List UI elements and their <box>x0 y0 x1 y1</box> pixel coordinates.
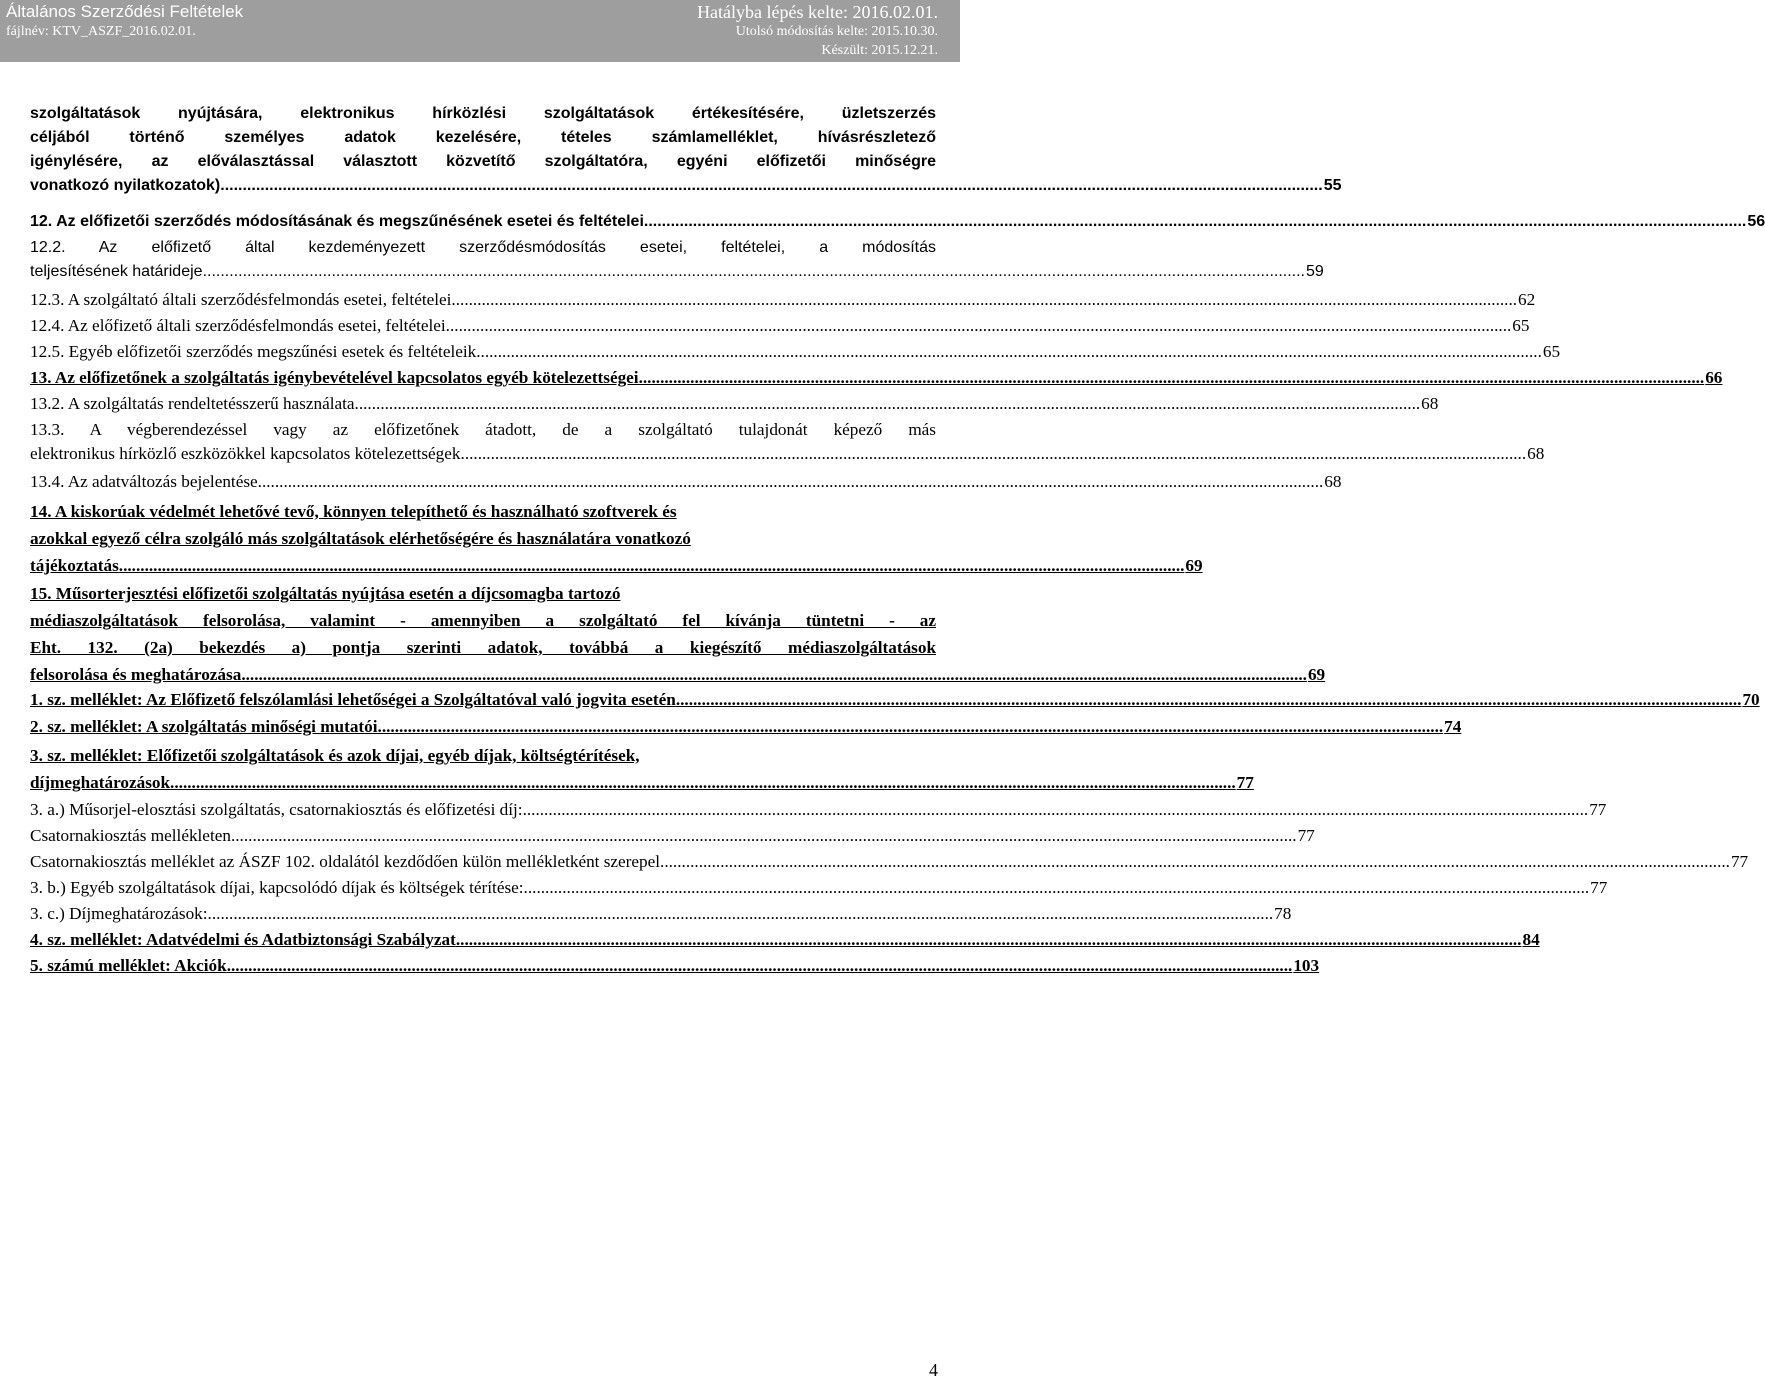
toc-entry-title: Csatornakiosztás mellékleten <box>30 826 231 845</box>
toc-entry-title: 12.4. Az előfizető általi szerződésfelmondás esetei, feltételei <box>30 316 446 335</box>
toc-page-number: 78 <box>1274 904 1292 923</box>
toc-page-number: 55 <box>1323 177 1342 194</box>
toc-entry[interactable] <box>30 824 1315 848</box>
toc-page-number: 56 <box>1747 213 1765 230</box>
toc-entry[interactable] <box>30 288 1536 312</box>
toc-entry-title: 13. Az előfizetőnek a szolgáltatás igénybevételével kapcsolatos egyéb kötelezettségei <box>30 368 639 387</box>
leader-dots <box>456 928 1522 952</box>
toc-page-number: 103 <box>1293 956 1320 975</box>
leader-dots <box>258 470 1324 494</box>
leader-dots <box>664 850 1730 874</box>
toc-entry[interactable] <box>30 366 1723 390</box>
toc-entry-title: 2. sz. melléklet: A szolgáltatás minőségi mutatói <box>30 717 378 736</box>
toc-entry-title: felsorolása és meghatározása <box>30 665 242 684</box>
toc-entry-title: 3. c.) Díjmeghatározások: <box>30 904 208 923</box>
document-header <box>0 0 960 62</box>
toc-page-number: 65 <box>1542 342 1561 361</box>
toc-page-number: 74 <box>1444 717 1462 736</box>
leader-dots <box>446 314 1512 338</box>
leader-dots <box>355 392 1421 416</box>
toc-entry[interactable] <box>30 340 1561 364</box>
toc-line: 14. A kiskorúak védelmét lehetővé tevő, könnyen telepíthető és használható szoftverek és <box>30 502 677 521</box>
toc-entry-title: 3. a.) Műsorjel-elosztási szolgáltatás, csatornakiosztás és előfizetési díj: <box>30 800 523 819</box>
leader-dots <box>227 954 1293 978</box>
effective-date: Hatályba lépés kelte: 2016.02.01. <box>697 2 938 22</box>
leader-dots <box>231 824 1297 848</box>
leader-dots <box>119 552 1185 579</box>
toc-entry-title: tájékoztatás <box>30 556 119 575</box>
leader-dots <box>378 715 1444 739</box>
toc-entry-title: 12.5. Egyéb előfizetői szerződés megszűnési esetek és feltételeik <box>30 342 477 361</box>
toc-entry[interactable] <box>30 580 1326 688</box>
toc-entry-title: 13.4. Az adatváltozás bejelentése <box>30 472 258 491</box>
toc-page-number: 68 <box>1324 472 1342 491</box>
toc-line: 13.3. A végberendezéssel vagy az előfizetőnek átadott, de a szolgáltató tulajdonát képező más <box>30 420 936 439</box>
toc-page-number: 66 <box>1705 368 1723 387</box>
toc-entry-title: 12. Az előfizetői szerződés módosításának és megszűnésének esetei és feltételei <box>30 213 644 230</box>
toc-entry[interactable] <box>30 742 1254 796</box>
toc-entry[interactable] <box>30 902 1292 926</box>
file-name: fájlnév: KTV_ASZF_2016.02.01. <box>6 24 196 39</box>
leader-dots <box>644 210 1746 234</box>
toc-page-number: 59 <box>1306 263 1324 280</box>
toc-line: médiaszolgáltatások felsorolása, valamint - amennyiben a szolgáltató fel kívánja tüntetni - az <box>30 611 936 630</box>
toc-line: céljából történő személyes adatok kezelésére, tételes számlamelléklet, hívásrészletező <box>30 129 936 146</box>
toc-entry[interactable] <box>30 954 1320 978</box>
toc-entry-title: elektronikus hírközlő eszközökkel kapcsolatos kötelezettségek <box>30 444 461 463</box>
toc-page-number: 77 <box>1236 773 1254 792</box>
toc-entry[interactable] <box>30 418 1545 466</box>
toc-line: azokkal egyező célra szolgáló más szolgáltatások elérhetőségére és használatára vonatkozó <box>30 529 691 548</box>
toc-line: igénylésére, az előválasztással választott közvetítő szolgáltatóra, egyéni előfizetői minőségre <box>30 153 936 170</box>
toc-entry[interactable] <box>30 876 1608 900</box>
leader-dots <box>170 769 1236 796</box>
leader-dots <box>220 174 1322 198</box>
toc-entry[interactable] <box>30 928 1540 952</box>
leader-dots <box>203 260 1305 284</box>
toc-page-number: 77 <box>1589 800 1607 819</box>
toc-entry[interactable] <box>30 210 1765 234</box>
toc-entry[interactable] <box>30 314 1530 338</box>
toc-entry-title: díjmeghatározások <box>30 773 171 792</box>
leader-dots <box>524 876 1590 900</box>
toc-line: 12.2. Az előfizető által kezdeményezett szerződésmódosítás esetei, feltételei, a módosítás <box>30 239 936 256</box>
toc-page-number: 69 <box>1307 665 1326 684</box>
toc-page-number: 69 <box>1185 556 1203 575</box>
toc-page-number: 77 <box>1730 852 1749 871</box>
toc-entry[interactable] <box>30 102 1342 198</box>
toc-entry-title: 5. számú melléklet: Akciók <box>30 956 227 975</box>
toc-page-number: 70 <box>1742 690 1760 709</box>
toc-line: 15. Műsorterjesztési előfizetői szolgáltatás nyújtása esetén a díjcsomagba tartozó <box>30 584 621 603</box>
toc-page-number: 65 <box>1512 316 1530 335</box>
toc-entry[interactable] <box>30 470 1342 494</box>
leader-dots <box>461 442 1527 466</box>
toc-page-number: 84 <box>1522 930 1540 949</box>
made-date: Készült: 2015.12.21. <box>821 43 938 58</box>
leader-dots <box>523 798 1589 822</box>
leader-dots <box>476 340 1542 364</box>
toc-page-number: 68 <box>1421 394 1439 413</box>
toc-entry[interactable] <box>30 715 1462 739</box>
document-title: Általános Szerződési Feltételek <box>6 2 244 21</box>
toc-entry[interactable] <box>30 688 1760 712</box>
toc-entry-title: teljesítésének határideje <box>30 263 203 280</box>
toc-page-number: 62 <box>1518 290 1536 309</box>
toc-entry[interactable] <box>30 498 1203 579</box>
modified-date: Utolsó módosítás kelte: 2015.10.30. <box>735 24 938 39</box>
toc-page-number: 77 <box>1297 826 1315 845</box>
toc-line: Eht. 132. (2a) bekezdés a) pontja szerinti adatok, továbbá a kiegészítő médiaszolgáltatások <box>30 638 936 657</box>
toc-entry[interactable] <box>30 236 1324 284</box>
toc-page-number: 68 <box>1527 444 1545 463</box>
toc-entry-title: 12.3. A szolgáltató általi szerződésfelmondás esetei, feltételei <box>30 290 452 309</box>
toc-entry-title: 4. sz. melléklet: Adatvédelmi és Adatbiztonsági Szabályzat <box>30 930 456 949</box>
leader-dots <box>451 288 1517 312</box>
toc-page-number: 77 <box>1590 878 1608 897</box>
leader-dots <box>241 661 1307 688</box>
toc-entry[interactable] <box>30 850 1749 874</box>
toc-entry-title: 3. b.) Egyéb szolgáltatások díjai, kapcsolódó díjak és költségek térítése: <box>30 878 524 897</box>
toc-entry-title: vonatkozó nyilatkozatok) <box>30 177 221 194</box>
page-number: 4 <box>929 1360 938 1380</box>
leader-dots <box>208 902 1274 926</box>
toc-entry[interactable] <box>30 392 1439 416</box>
toc-entry-title: 13.2. A szolgáltatás rendeltetésszerű használata <box>30 394 355 413</box>
toc-entry[interactable] <box>30 798 1607 822</box>
toc-line: szolgáltatások nyújtására, elektronikus hírközlési szolgáltatások értékesítésére, üzletszerzés <box>30 105 936 122</box>
leader-dots <box>676 688 1742 712</box>
leader-dots <box>639 366 1705 390</box>
toc-line: 3. sz. melléklet: Előfizetői szolgáltatások és azok díjai, egyéb díjak, költségtérítések, <box>30 746 640 765</box>
toc-entry-title: Csatornakiosztás melléklet az ÁSZF 102. oldalától kezdődően külön mellékletként szerepel. <box>30 852 665 871</box>
toc-entry-title: 1. sz. melléklet: Az Előfizető felszólamlási lehetőségei a Szolgáltatóval való jogvita esetén <box>30 690 676 709</box>
